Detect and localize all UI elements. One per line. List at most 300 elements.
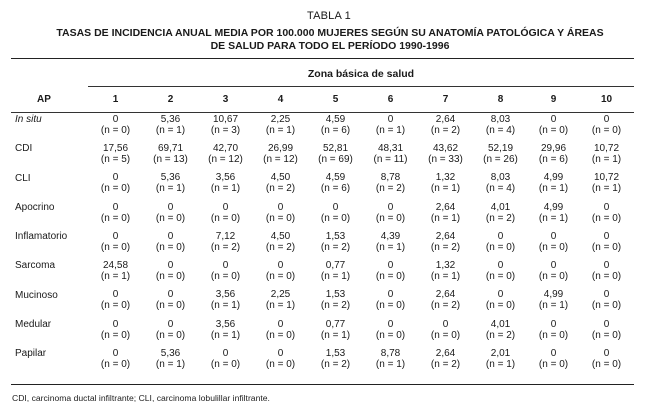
rate-value: 0: [277, 318, 284, 330]
case-count: (n = 4): [485, 124, 516, 136]
case-count: (n = 5): [100, 153, 131, 165]
table-cell: [253, 315, 308, 344]
rate-value: 0: [167, 260, 174, 272]
rate-value: 4,99: [543, 289, 564, 301]
case-count: (n = 0): [375, 300, 406, 312]
case-count: (n = 0): [210, 212, 241, 224]
table-cell: [88, 315, 143, 344]
table-cell: [473, 344, 528, 373]
table-cell: [253, 256, 308, 285]
rate-value: 0: [387, 201, 394, 213]
table-cell: [473, 169, 528, 198]
case-count: (n = 1): [538, 183, 569, 195]
case-count: (n = 1): [210, 329, 241, 341]
table-cell: [363, 256, 418, 285]
case-count: (n = 2): [485, 329, 516, 341]
row-label: CLI: [15, 172, 31, 184]
table-cell: [143, 227, 198, 256]
table-cell: [363, 169, 418, 198]
case-count: (n = 2): [430, 300, 461, 312]
column-header-9: 9: [550, 93, 557, 105]
table-cell: [253, 227, 308, 256]
table-cell: [198, 227, 253, 256]
case-count: (n = 1): [485, 359, 516, 371]
rate-value: 0: [112, 289, 119, 301]
case-count: (n = 2): [265, 183, 296, 195]
rate-value: 0: [603, 230, 610, 242]
case-count: (n = 2): [485, 212, 516, 224]
table-row: [11, 344, 634, 373]
table-cell: [473, 256, 528, 285]
case-count: (n = 0): [375, 212, 406, 224]
rate-value: 1,53: [325, 348, 346, 360]
case-count: (n = 0): [155, 212, 186, 224]
rate-value: 69,71: [157, 142, 184, 154]
table-cell: [308, 227, 363, 256]
column-header-8: 8: [497, 93, 504, 105]
rate-value: 10,72: [593, 172, 620, 184]
rate-value: 0,77: [325, 260, 346, 272]
rate-value: 0: [112, 172, 119, 184]
table-cell: [473, 227, 528, 256]
case-count: (n = 1): [430, 212, 461, 224]
row-label: CDI: [15, 143, 33, 155]
rate-value: 0: [167, 318, 174, 330]
column-header-10: 10: [600, 93, 613, 105]
table-row: [11, 198, 634, 227]
case-count: (n = 1): [375, 241, 406, 253]
rate-value: 2,64: [435, 289, 456, 301]
case-count: (n = 0): [538, 124, 569, 136]
rate-value: 0: [497, 230, 504, 242]
case-count: (n = 0): [591, 241, 622, 253]
row-label: Sarcoma: [15, 260, 56, 272]
case-count: (n = 1): [210, 300, 241, 312]
rate-value: 2,25: [270, 113, 291, 125]
rate-value: 52,81: [322, 142, 349, 154]
table-row: [11, 110, 634, 139]
case-count: (n = 0): [265, 329, 296, 341]
table-cell: [418, 286, 473, 315]
case-count: (n = 0): [100, 212, 131, 224]
rate-value: 0: [167, 230, 174, 242]
row-label: Apocrino: [15, 201, 55, 213]
table-cell: [528, 198, 579, 227]
rate-value: 0: [603, 113, 610, 125]
rate-value: 0: [277, 348, 284, 360]
table-cell: [528, 110, 579, 139]
table-cell: [363, 198, 418, 227]
table-row: [11, 169, 634, 198]
case-count: (n = 0): [100, 124, 131, 136]
case-count: (n = 0): [100, 300, 131, 312]
rate-value: 3,56: [215, 289, 236, 301]
case-count: (n = 0): [100, 329, 131, 341]
case-count: (n = 13): [153, 153, 188, 165]
case-count: (n = 0): [375, 329, 406, 341]
table-cell: [143, 286, 198, 315]
column-header-5: 5: [332, 93, 339, 105]
table-cell: [528, 169, 579, 198]
rate-value: 4,99: [543, 201, 564, 213]
rate-value: 0: [550, 230, 557, 242]
zone-header: Zona básica de salud: [307, 68, 415, 80]
table-cell: [88, 110, 143, 139]
table-cell: [579, 227, 634, 256]
rate-value: 0: [112, 348, 119, 360]
table-cell: [253, 139, 308, 168]
rate-value: 10,72: [593, 142, 620, 154]
table-row: [11, 227, 634, 256]
title-line-1: TASAS DE INCIDENCIA ANUAL MEDIA POR 100.000 MUJERES SEGÚN SU ANATOMÍA PATOLÓGICA Y ÁREAS: [56, 27, 604, 39]
rate-value: 0: [277, 260, 284, 272]
rate-value: 52,19: [487, 142, 514, 154]
table-cell: [88, 344, 143, 373]
table-cell: [143, 198, 198, 227]
case-count: (n = 1): [538, 300, 569, 312]
column-header-2: 2: [167, 93, 174, 105]
rate-value: 4,39: [380, 230, 401, 242]
rate-value: 0: [112, 318, 119, 330]
ap-header: AP: [37, 93, 51, 105]
table-row: [11, 256, 634, 285]
case-count: (n = 2): [210, 241, 241, 253]
table-cell: [579, 198, 634, 227]
case-count: (n = 2): [320, 241, 351, 253]
case-count: (n = 0): [538, 241, 569, 253]
case-count: (n = 0): [210, 359, 241, 371]
rate-value: 2,64: [435, 348, 456, 360]
table-cell: [198, 139, 253, 168]
rate-value: 0: [550, 260, 557, 272]
case-count: (n = 0): [538, 329, 569, 341]
rate-value: 2,25: [270, 289, 291, 301]
bottom-rule: [11, 384, 634, 385]
rate-value: 0: [603, 201, 610, 213]
rate-value: 5,36: [160, 172, 181, 184]
rate-value: 2,01: [490, 348, 511, 360]
rate-value: 1,53: [325, 289, 346, 301]
table-cell: [198, 315, 253, 344]
rate-value: 8,03: [490, 172, 511, 184]
table-cell: [473, 139, 528, 168]
case-count: (n = 0): [591, 271, 622, 283]
case-count: (n = 0): [591, 300, 622, 312]
zone-rule: [88, 86, 634, 87]
table-cell: [308, 198, 363, 227]
table-cell: [308, 315, 363, 344]
case-count: (n = 0): [265, 212, 296, 224]
table-cell: [579, 139, 634, 168]
rate-value: 2,64: [435, 201, 456, 213]
case-count: (n = 1): [430, 183, 461, 195]
table-cell: [579, 344, 634, 373]
table-cell: [528, 139, 579, 168]
case-count: (n = 0): [155, 241, 186, 253]
table-row: [11, 315, 634, 344]
table-cell: [579, 286, 634, 315]
rate-value: 0: [603, 289, 610, 301]
table-cell: [88, 286, 143, 315]
table-cell: [473, 315, 528, 344]
table-cell: [579, 110, 634, 139]
rate-value: 29,96: [540, 142, 567, 154]
case-count: (n = 2): [320, 359, 351, 371]
rate-value: 0: [277, 201, 284, 213]
table-cell: [198, 256, 253, 285]
rate-value: 4,01: [490, 201, 511, 213]
case-count: (n = 0): [591, 329, 622, 341]
rate-value: 8,78: [380, 172, 401, 184]
rate-value: 0: [550, 113, 557, 125]
rate-value: 0: [332, 201, 339, 213]
case-count: (n = 1): [591, 183, 622, 195]
table-cell: [363, 139, 418, 168]
case-count: (n = 2): [430, 359, 461, 371]
rate-value: 0: [550, 348, 557, 360]
rate-value: 0: [387, 289, 394, 301]
table-cell: [528, 315, 579, 344]
table-cell: [143, 169, 198, 198]
case-count: (n = 0): [591, 359, 622, 371]
rate-value: 0: [442, 318, 449, 330]
case-count: (n = 0): [485, 271, 516, 283]
case-count: (n = 2): [430, 124, 461, 136]
rate-value: 24,58: [102, 260, 129, 272]
table-cell: [308, 169, 363, 198]
table-cell: [473, 286, 528, 315]
top-rule: [11, 58, 634, 59]
case-count: (n = 1): [265, 300, 296, 312]
table-cell: [143, 110, 198, 139]
table-cell: [363, 110, 418, 139]
rate-value: 0: [550, 318, 557, 330]
table-cell: [88, 227, 143, 256]
rate-value: 8,78: [380, 348, 401, 360]
row-label: In situ: [15, 114, 42, 125]
table-cell: [198, 110, 253, 139]
rate-value: 8,03: [490, 113, 511, 125]
rate-value: 4,50: [270, 172, 291, 184]
table-cell: [418, 227, 473, 256]
table-cell: [198, 169, 253, 198]
table-cell: [143, 256, 198, 285]
case-count: (n = 11): [373, 153, 408, 165]
rate-value: 4,50: [270, 230, 291, 242]
case-count: (n = 0): [100, 183, 131, 195]
table-title: [30, 27, 630, 52]
case-count: (n = 0): [485, 241, 516, 253]
table-cell: [143, 139, 198, 168]
column-header-1: 1: [112, 93, 119, 105]
rate-value: 0: [112, 201, 119, 213]
case-count: (n = 0): [155, 329, 186, 341]
table-row: [11, 139, 634, 168]
rate-value: 0: [497, 289, 504, 301]
case-count: (n = 1): [155, 124, 186, 136]
table-cell: [418, 256, 473, 285]
table-cell: [88, 198, 143, 227]
table-cell: [88, 139, 143, 168]
row-label: Papilar: [15, 348, 47, 360]
case-count: (n = 6): [538, 153, 569, 165]
table-cell: [473, 198, 528, 227]
row-label: Inflamatorio: [15, 231, 68, 243]
table-cell: [143, 315, 198, 344]
footnote: CDI, carcinoma ductal infiltrante; CLI, carcinoma lobulillar infiltrante.: [12, 393, 270, 403]
rate-value: 2,64: [435, 113, 456, 125]
case-count: (n = 1): [591, 153, 622, 165]
case-count: (n = 3): [210, 124, 241, 136]
case-count: (n = 0): [485, 300, 516, 312]
case-count: (n = 1): [375, 359, 406, 371]
table-cell: [308, 344, 363, 373]
table-cell: [363, 315, 418, 344]
case-count: (n = 0): [265, 359, 296, 371]
rate-value: 10,67: [212, 113, 239, 125]
table-cell: [418, 198, 473, 227]
rate-value: 4,01: [490, 318, 511, 330]
table-cell: [579, 256, 634, 285]
case-count: (n = 33): [428, 153, 463, 165]
table-cell: [363, 227, 418, 256]
rate-value: 0: [387, 113, 394, 125]
case-count: (n = 1): [265, 124, 296, 136]
case-count: (n = 69): [318, 153, 353, 165]
case-count: (n = 1): [430, 271, 461, 283]
table-cell: [253, 169, 308, 198]
case-count: (n = 1): [320, 271, 351, 283]
rate-value: 0: [222, 348, 229, 360]
table-cell: [308, 256, 363, 285]
case-count: (n = 0): [538, 271, 569, 283]
table-cell: [363, 344, 418, 373]
rate-value: 1,32: [435, 260, 456, 272]
case-count: (n = 12): [208, 153, 243, 165]
case-count: (n = 0): [100, 359, 131, 371]
case-count: (n = 0): [538, 359, 569, 371]
case-count: (n = 0): [210, 271, 241, 283]
table-row: [11, 286, 634, 315]
rate-value: 17,56: [102, 142, 129, 154]
case-count: (n = 1): [320, 329, 351, 341]
case-count: (n = 1): [538, 212, 569, 224]
rate-value: 43,62: [432, 142, 459, 154]
table-cell: [418, 110, 473, 139]
case-count: (n = 0): [155, 300, 186, 312]
rate-value: 0: [497, 260, 504, 272]
table-cell: [363, 286, 418, 315]
table-cell: [418, 344, 473, 373]
column-header-6: 6: [387, 93, 394, 105]
rate-value: 5,36: [160, 113, 181, 125]
table-cell: [308, 110, 363, 139]
rate-value: 48,31: [377, 142, 404, 154]
rate-value: 0: [167, 289, 174, 301]
case-count: (n = 0): [430, 329, 461, 341]
title-line-2: DE SALUD PARA TODO EL PERÍODO 1990-1996: [210, 39, 450, 52]
case-count: (n = 1): [375, 124, 406, 136]
table-cell: [528, 256, 579, 285]
case-count: (n = 26): [483, 153, 518, 165]
case-count: (n = 0): [591, 124, 622, 136]
rate-value: 2,64: [435, 230, 456, 242]
case-count: (n = 6): [320, 183, 351, 195]
case-count: (n = 2): [320, 300, 351, 312]
rate-value: 0: [222, 201, 229, 213]
column-header-7: 7: [442, 93, 449, 105]
row-label: Medular: [15, 319, 52, 331]
table-cell: [418, 169, 473, 198]
rate-value: 4,59: [325, 172, 346, 184]
table-cell: [253, 344, 308, 373]
table-cell: [528, 227, 579, 256]
table-cell: [198, 198, 253, 227]
table-cell: [528, 344, 579, 373]
incidence-table: [11, 88, 634, 374]
table-cell: [143, 344, 198, 373]
case-count: (n = 4): [485, 183, 516, 195]
rate-value: 4,99: [543, 172, 564, 184]
table-cell: [579, 169, 634, 198]
rate-value: 0: [387, 260, 394, 272]
rate-value: 5,36: [160, 348, 181, 360]
table-cell: [418, 139, 473, 168]
rate-value: 1,53: [325, 230, 346, 242]
table-cell: [88, 169, 143, 198]
case-count: (n = 0): [265, 271, 296, 283]
column-header-4: 4: [277, 93, 284, 105]
table-cell: [579, 315, 634, 344]
rate-value: 26,99: [267, 142, 294, 154]
case-count: (n = 0): [375, 271, 406, 283]
table-cell: [253, 286, 308, 315]
rate-value: 0: [112, 113, 119, 125]
header-row: [11, 88, 634, 110]
case-count: (n = 1): [155, 359, 186, 371]
table-cell: [253, 198, 308, 227]
case-count: (n = 1): [155, 183, 186, 195]
case-count: (n = 0): [100, 241, 131, 253]
rate-value: 3,56: [215, 172, 236, 184]
table-cell: [88, 256, 143, 285]
table-cell: [473, 110, 528, 139]
case-count: (n = 0): [591, 212, 622, 224]
header-rule: [11, 112, 634, 113]
rate-value: 0: [603, 318, 610, 330]
rate-value: 0: [603, 348, 610, 360]
case-count: (n = 12): [263, 153, 298, 165]
rate-value: 3,56: [215, 318, 236, 330]
rate-value: 0,77: [325, 318, 346, 330]
column-header-3: 3: [222, 93, 229, 105]
rate-value: 4,59: [325, 113, 346, 125]
rate-value: 0: [222, 260, 229, 272]
rate-value: 0: [387, 318, 394, 330]
table-cell: [308, 139, 363, 168]
rate-value: 7,12: [215, 230, 236, 242]
rate-value: 0: [603, 260, 610, 272]
table-label: TABLA 1: [307, 10, 351, 22]
table-body: [11, 110, 634, 374]
case-count: (n = 6): [320, 124, 351, 136]
table-cell: [198, 344, 253, 373]
rate-value: 0: [167, 201, 174, 213]
case-count: (n = 2): [430, 241, 461, 253]
rate-value: 42,70: [212, 142, 239, 154]
case-count: (n = 2): [375, 183, 406, 195]
case-count: (n = 1): [100, 271, 131, 283]
